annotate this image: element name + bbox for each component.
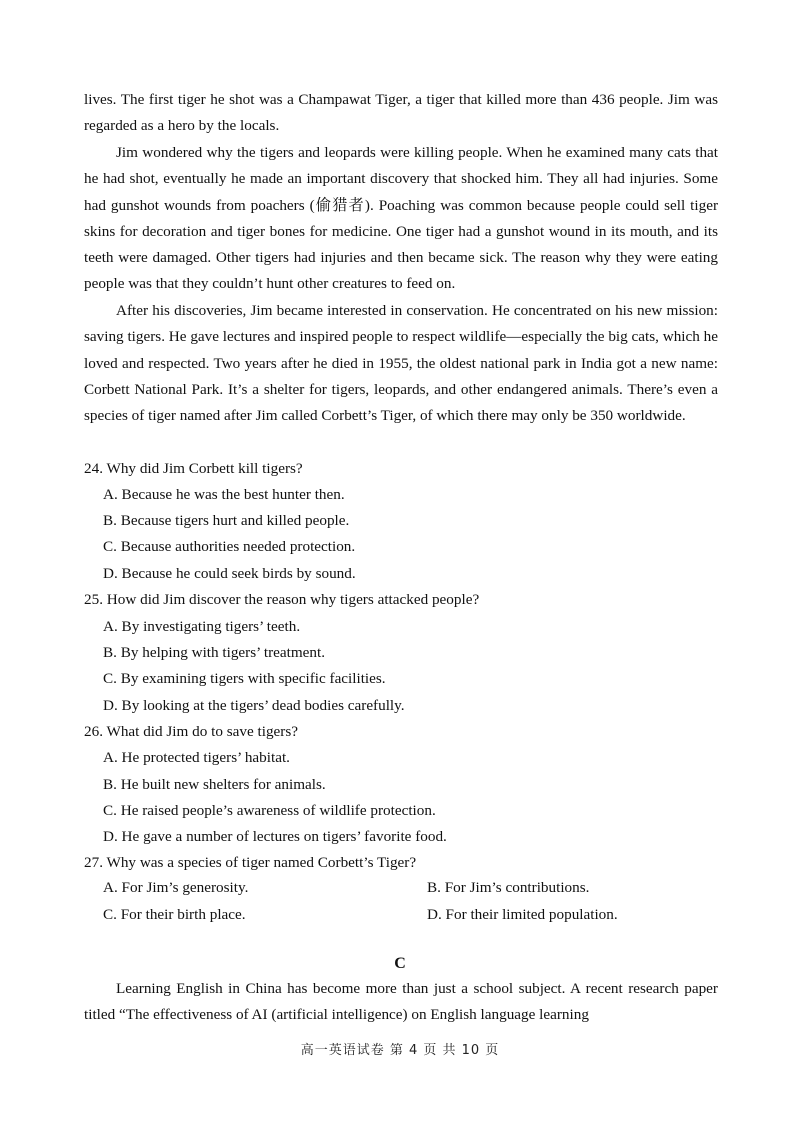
question-26-stem: 26. What did Jim do to save tigers? (84, 723, 298, 740)
question-27-option-b: B. For Jim’s contributions. (427, 879, 590, 896)
question-26-option-a: A. He protected tigers’ habitat. (103, 749, 290, 766)
question-25-option-a: A. By investigating tigers’ teeth. (103, 618, 301, 635)
section-c-heading: C (394, 955, 406, 972)
question-24-stem: 24. Why did Jim Corbett kill tigers? (84, 460, 303, 477)
passage-paragraph-1: lives. The first tiger he shot was a Champawat Tiger, a tiger that killed more than 436 people. Jim was regarded as a hero by the locals. (84, 91, 718, 135)
question-24-option-b: B. Because tigers hurt and killed people. (103, 512, 350, 529)
question-25-option-b: B. By helping with tigers’ treatment. (103, 644, 326, 661)
question-24-option-c: C. Because authorities needed protection. (103, 538, 356, 555)
question-26-option-b: B. He built new shelters for animals. (103, 776, 326, 793)
question-24-option-d: D. Because he could seek birds by sound. (103, 565, 356, 582)
question-25-stem: 25. How did Jim discover the reason why tigers attacked people? (84, 591, 480, 608)
question-24-option-a: A. Because he was the best hunter then. (103, 486, 345, 503)
question-25-option-c: C. By examining tigers with specific facilities. (103, 670, 386, 687)
question-27-option-a: A. For Jim’s generosity. (103, 879, 249, 896)
question-27-option-c: C. For their birth place. (103, 906, 246, 923)
question-26-option-c: C. He raised people’s awareness of wildlife protection. (103, 802, 436, 819)
question-26-option-d: D. He gave a number of lectures on tigers’ favorite food. (103, 828, 447, 845)
passage-paragraph-3: After his discoveries, Jim became interested in conservation. He concentrated on his new mission: saving tigers. He gave lectures and inspired people to respect wildlife—especially the big cats, which he loved and respected. Two years after he died in 1955, the oldest national park in India got a new name: Corbett National Park. It’s a shelter for tigers, leopards, and other endangered animals. There’s even a species of tiger named after Jim called Corbett’s Tiger, of which there may only be 350 worldwide. (84, 302, 718, 425)
question-27-option-d: D. For their limited population. (427, 906, 618, 923)
page-footer: 高一英语试卷 第 4 页 共 10 页 (300, 1043, 500, 1058)
question-27-stem: 27. Why was a species of tiger named Corbett’s Tiger? (84, 854, 417, 871)
question-25-option-d: D. By looking at the tigers’ dead bodies carefully. (103, 697, 405, 714)
passage-paragraph-2: Jim wondered why the tigers and leopards were killing people. When he examined many cats that he had shot, eventually he made an important discovery that shocked him. They all had injuries. Some had gunshot wounds from poachers (偷猎者). Poaching was common because people could sell tiger skins for decoration and tiger bones for medicine. One tiger had a gunshot wound in its mouth, and its teeth were damaged. Other tigers had injuries and then became sick. The reason why they were eating people was that they couldn’t hunt other creatures to feed on. (84, 144, 718, 293)
section-c-paragraph: Learning English in China has become more than just a school subject. A recent research paper titled “The effectiveness of AI (artificial intelligence) on English language learning (84, 980, 718, 1024)
